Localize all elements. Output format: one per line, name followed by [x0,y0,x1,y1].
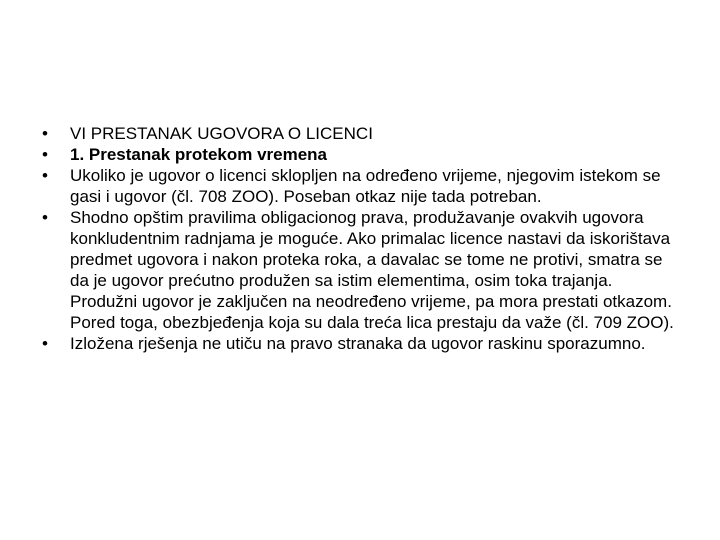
paragraph-text: Shodno opštim pravilima obligacionog prava, produžavanje ovakvih ugovora konkludentnim radnjama je moguće. Ako primalac licence nastavi da iskorištava predmet ugovora i nakon proteka roka, a davalac se tome ne protivi, smatra se da je ugovor prećutno produžen sa istim elementima, osim toka trajanja. Produžni ugovor je zaključen na neodređeno vrijeme, pa mora prestati otkazom. Pored toga, obezbjeđenja koja su dala treća lica prestaju da važe (čl. 709 ZOO). [70,208,674,332]
bullet-list [42,123,682,354]
bullet-item-paragraph [42,165,682,207]
bullet-item-paragraph [42,207,682,333]
paragraph-text: Izložena rješenja ne utiču na pravo stranaka da ugovor raskinu sporazumno. [70,334,646,353]
paragraph-text: Ukoliko je ugovor o licenci sklopljen na određeno vrijeme, njegovim istekom se gasi i ugovor (čl. 708 ZOO). Poseban otkaz nije tada potreban. [70,166,661,206]
bullet-item-paragraph [42,333,682,354]
bullet-item-subheading [42,144,682,165]
bullet-icon: • [42,208,48,227]
bullet-icon: • [42,334,48,353]
subheading-text: 1. Prestanak protekom vremena [70,145,328,164]
bullet-item-heading [42,123,682,144]
bullet-icon: • [42,166,48,185]
heading-text: VI PRESTANAK UGOVORA O LICENCI [70,124,373,143]
bullet-icon: • [42,124,48,143]
bullet-icon: • [42,145,48,164]
